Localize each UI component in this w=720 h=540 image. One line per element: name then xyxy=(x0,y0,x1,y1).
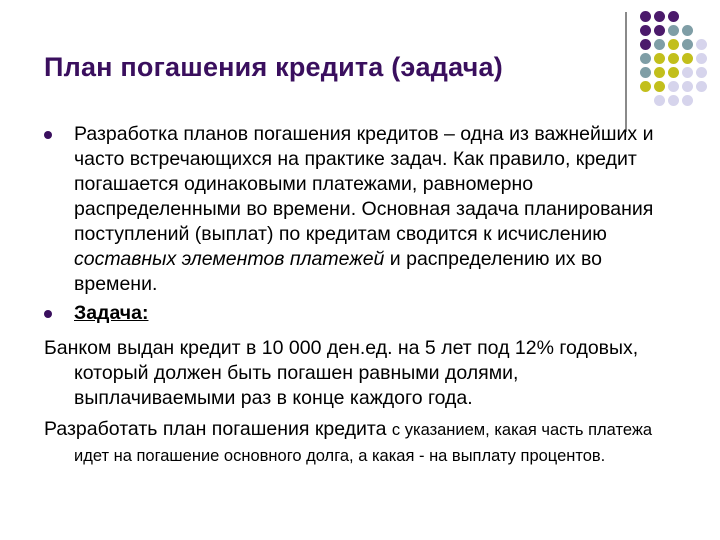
decor-dot xyxy=(640,81,651,92)
decor-dot xyxy=(682,81,693,92)
decor-dot xyxy=(654,39,665,50)
decor-dot xyxy=(696,39,707,50)
bullet-intro xyxy=(44,122,684,297)
decor-dot xyxy=(668,53,679,64)
decor-dot xyxy=(640,53,651,64)
decor-dot xyxy=(682,39,693,50)
decor-dot xyxy=(640,39,651,50)
bullet-icon xyxy=(44,131,52,139)
slide-title: План погашения кредита (эадача) xyxy=(44,52,503,82)
decor-dot xyxy=(668,95,679,106)
decor-dot xyxy=(682,53,693,64)
task-label: Задача: xyxy=(74,302,149,324)
decor-dot xyxy=(654,67,665,78)
decor-dot xyxy=(696,67,707,78)
intro-text-2: и распределению их во времени. xyxy=(74,248,602,295)
decor-dot xyxy=(640,25,651,36)
decor-dot xyxy=(668,25,679,36)
decor-dot xyxy=(640,67,651,78)
decor-dot xyxy=(654,11,665,22)
decor-dot xyxy=(654,25,665,36)
decor-dot xyxy=(696,81,707,92)
decor-dot xyxy=(654,53,665,64)
decor-dot xyxy=(668,11,679,22)
vertical-divider xyxy=(625,12,627,132)
decor-dot xyxy=(668,39,679,50)
decor-dot xyxy=(640,11,651,22)
decor-dot xyxy=(654,95,665,106)
assignment-text-large: Разработать план погашения кредита xyxy=(44,418,392,440)
intro-text-italic: составных элементов платежей xyxy=(74,248,385,270)
decor-dot xyxy=(682,95,693,106)
assignment-paragraph xyxy=(0,417,684,469)
intro-text-1: Разработка планов погашения кредитов – одна из важнейших и часто встречающихся на практике задач. Как правило, кредит погашается одинаковыми платежами, равномерно распределенными во времени. Основная задача планирования поступлений (выплат) по кредитам сводится к исчислению xyxy=(74,123,654,245)
decor-dot xyxy=(668,67,679,78)
decor-dot xyxy=(682,25,693,36)
task-paragraph: Банком выдан кредит в 10 000 ден.ед. на 5 лет под 12% годовых, который должен быть погашен равными долями, выплачиваемыми раз в конце каждого года. xyxy=(44,337,639,409)
assignment-text-small: с указанием, какая часть платежа идет на погашение основного долга, а какая - на выплату процентов. xyxy=(74,421,653,465)
slide-body xyxy=(44,122,684,469)
decor-dot xyxy=(654,81,665,92)
decor-dot xyxy=(668,81,679,92)
decor-dot xyxy=(696,53,707,64)
bullet-task xyxy=(44,301,684,326)
bullet-icon xyxy=(44,310,52,318)
decor-dot xyxy=(682,67,693,78)
